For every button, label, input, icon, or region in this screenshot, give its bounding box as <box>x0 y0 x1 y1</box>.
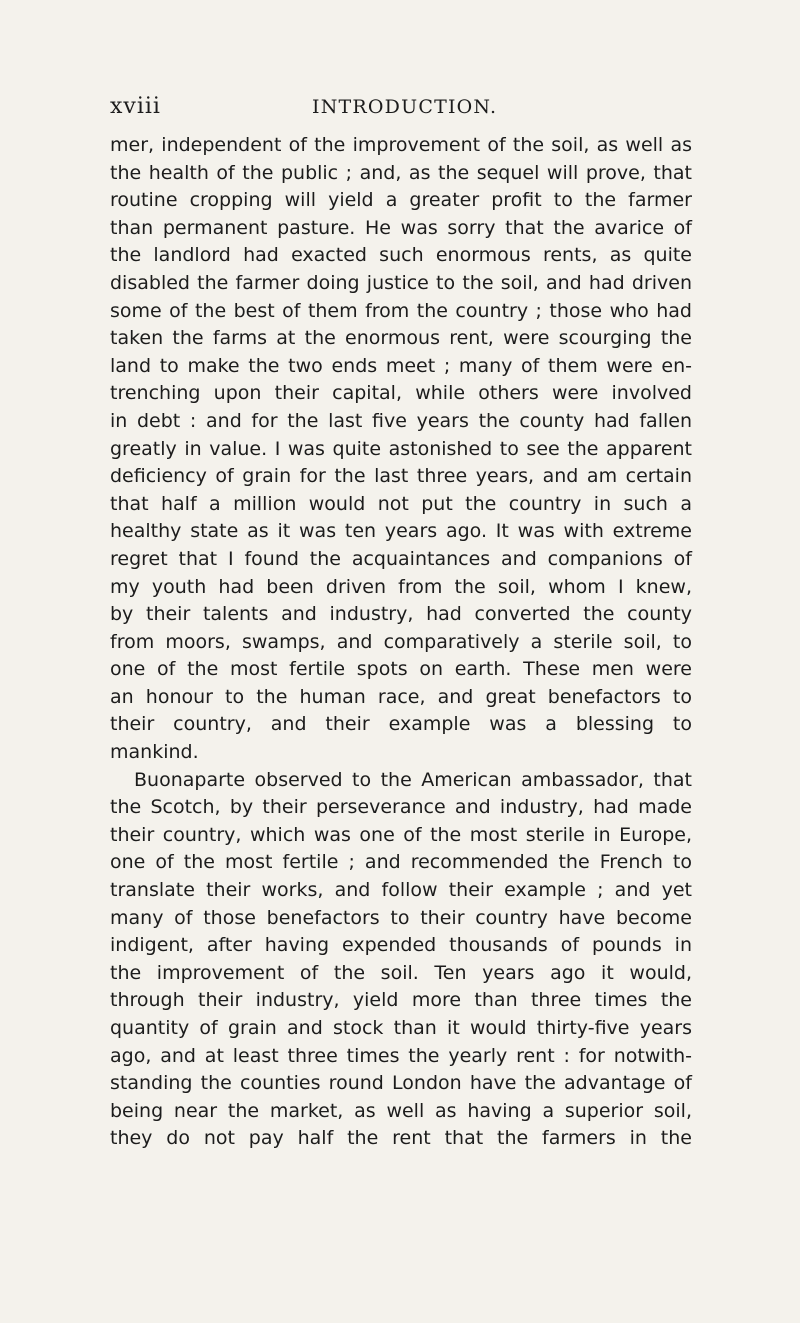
text-line: the Scotch, by their perseverance and industry, had made <box>110 796 692 819</box>
text-line: trenching upon their capital, while others were involved <box>110 382 692 405</box>
text-line: the health of the public ; and, as the sequel will prove, that <box>110 161 692 184</box>
paragraph-start-line: Buonaparte observed to the American ambassador, that <box>134 768 692 791</box>
text-line: routine cropping will yield a greater profit to the farmer <box>110 189 692 212</box>
text-line: disabled the farmer doing justice to the soil, and had driven <box>110 271 692 294</box>
text-line: being near the market, as well as having a superior soil, <box>110 1099 692 1122</box>
text-line: standing the counties round London have the advantage of <box>110 1072 692 1095</box>
text-line: in debt : and for the last five years the county had fallen <box>110 409 692 432</box>
text-line: that half a million would not put the country in such a <box>110 492 692 515</box>
text-line: indigent, after having expended thousands of pounds in <box>110 934 692 957</box>
text-line: their country, and their example was a blessing to <box>110 713 692 736</box>
text-line: my youth had been driven from the soil, whom I knew, <box>110 575 692 598</box>
text-line: greatly in value. I was quite astonished to see the apparent <box>110 437 692 460</box>
text-line: an honour to the human race, and great benefactors to <box>110 685 692 708</box>
text-line: deficiency of grain for the last three years, and am certain <box>110 465 692 488</box>
page-number: xviii <box>110 94 161 119</box>
text-line: quantity of grain and stock than it would thirty-five years <box>110 1017 692 1039</box>
text-line: some of the best of them from the country ; those who had <box>110 299 692 322</box>
text-line: they do not pay half the rent that the farmers in the <box>110 1127 692 1150</box>
text-line: through their industry, yield more than three times the <box>110 989 692 1012</box>
running-title: INTRODUCTION. <box>312 96 498 118</box>
running-head <box>110 92 692 130</box>
text-line: the improvement of the soil. Ten years ago it would, <box>110 961 692 984</box>
text-line: the landlord had exacted such enormous rents, as quite <box>110 244 692 267</box>
text-line: regret that I found the acquaintances and companions of <box>110 547 692 570</box>
text-line: one of the most fertile spots on earth. These men were <box>110 658 692 681</box>
text-line: from moors, swamps, and comparatively a sterile soil, to <box>110 630 692 653</box>
text-line: than permanent pasture. He was sorry that the avarice of <box>110 216 692 239</box>
text-line: mer, independent of the improvement of the soil, as well as <box>110 134 692 156</box>
body-text <box>110 132 692 1153</box>
text-line: many of those benefactors to their country have become <box>110 906 692 929</box>
text-line: one of the most fertile ; and recommended the French to <box>110 851 692 874</box>
text-line: by their talents and industry, had converted the county <box>110 603 692 626</box>
text-line: mankind. <box>110 741 199 764</box>
text-line: ago, and at least three times the yearly rent : for notwith- <box>110 1044 692 1067</box>
text-line: translate their works, and follow their example ; and yet <box>110 879 692 902</box>
text-line: land to make the two ends meet ; many of them were en- <box>110 354 692 377</box>
book-page <box>110 92 692 1153</box>
text-line: their country, which was one of the most sterile in Europe, <box>110 823 692 846</box>
text-line: taken the farms at the enormous rent, were scourging the <box>110 327 692 350</box>
text-line: healthy state as it was ten years ago. It was with extreme <box>110 520 692 543</box>
